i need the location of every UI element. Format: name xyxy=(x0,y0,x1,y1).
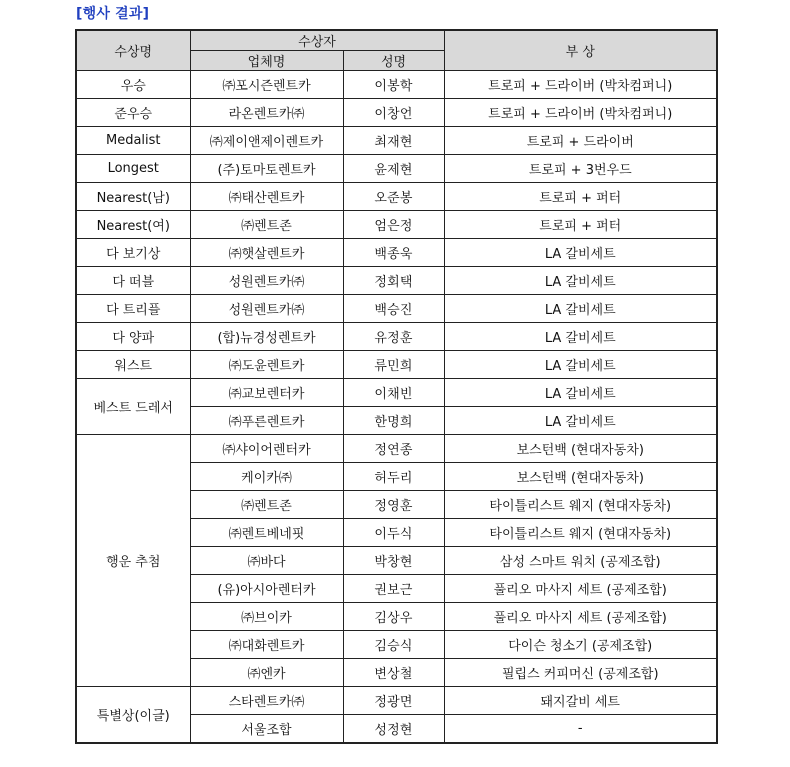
company-cell: ㈜태산렌트카 xyxy=(190,183,343,211)
award-cell: Nearest(여) xyxy=(76,211,190,239)
company-cell: 성원렌트카㈜ xyxy=(190,267,343,295)
prize-cell: - xyxy=(444,715,717,744)
results-table xyxy=(75,29,718,744)
award-cell: 준우승 xyxy=(76,99,190,127)
name-cell: 백종욱 xyxy=(343,239,444,267)
page-title: [행사 결과] xyxy=(76,6,150,22)
prize-cell: 필립스 커피머신 (공제조합) xyxy=(444,659,717,687)
company-cell: ㈜렌트베네핏 xyxy=(190,519,343,547)
name-cell: 권보근 xyxy=(343,575,444,603)
prize-cell: 돼지갈비 세트 xyxy=(444,687,717,715)
company-cell: ㈜대화렌트카 xyxy=(190,631,343,659)
company-cell: ㈜제이앤제이렌트카 xyxy=(190,127,343,155)
award-cell: 특별상(이글) xyxy=(76,687,190,744)
award-cell: 행운 추첨 xyxy=(76,435,190,687)
table-row xyxy=(76,267,717,295)
name-cell: 박창현 xyxy=(343,547,444,575)
name-cell: 이봉학 xyxy=(343,71,444,99)
header-prize: 부 상 xyxy=(444,30,717,71)
name-cell: 류민희 xyxy=(343,351,444,379)
table-row xyxy=(76,99,717,127)
award-cell: 우승 xyxy=(76,71,190,99)
company-cell: ㈜브이카 xyxy=(190,603,343,631)
prize-cell: 트로피 + 퍼터 xyxy=(444,211,717,239)
name-cell: 최재현 xyxy=(343,127,444,155)
company-cell: 성원렌트카㈜ xyxy=(190,295,343,323)
prize-cell: 풀리오 마사지 세트 (공제조합) xyxy=(444,603,717,631)
name-cell: 백승진 xyxy=(343,295,444,323)
table-header xyxy=(76,30,717,71)
prize-cell: LA 갈비세트 xyxy=(444,267,717,295)
name-cell: 윤제현 xyxy=(343,155,444,183)
company-cell: ㈜도윤렌트카 xyxy=(190,351,343,379)
table-row xyxy=(76,183,717,211)
prize-cell: 다이슨 청소기 (공제조합) xyxy=(444,631,717,659)
name-cell: 정회택 xyxy=(343,267,444,295)
prize-cell: 트로피 + 3번우드 xyxy=(444,155,717,183)
table-row xyxy=(76,239,717,267)
prize-cell: 트로피 + 퍼터 xyxy=(444,183,717,211)
name-cell: 김승식 xyxy=(343,631,444,659)
company-cell: ㈜교보렌터카 xyxy=(190,379,343,407)
company-cell: ㈜바다 xyxy=(190,547,343,575)
prize-cell: 보스턴백 (현대자동차) xyxy=(444,435,717,463)
prize-cell: 타이틀리스트 웨지 (현대자동차) xyxy=(444,519,717,547)
company-cell: ㈜렌트존 xyxy=(190,211,343,239)
name-cell: 이채빈 xyxy=(343,379,444,407)
company-cell: 스타렌트카㈜ xyxy=(190,687,343,715)
award-cell: Longest xyxy=(76,155,190,183)
prize-cell: LA 갈비세트 xyxy=(444,295,717,323)
award-cell: 다 보기상 xyxy=(76,239,190,267)
table-row xyxy=(76,435,717,463)
table-body xyxy=(76,71,717,744)
award-cell: 다 트리플 xyxy=(76,295,190,323)
award-cell: Medalist xyxy=(76,127,190,155)
company-cell: ㈜푸른렌트카 xyxy=(190,407,343,435)
prize-cell: 트로피 + 드라이버 (박차컴퍼니) xyxy=(444,99,717,127)
company-cell: (주)토마토렌트카 xyxy=(190,155,343,183)
name-cell: 김상우 xyxy=(343,603,444,631)
prize-cell: LA 갈비세트 xyxy=(444,239,717,267)
award-cell: 베스트 드레서 xyxy=(76,379,190,435)
table-row xyxy=(76,71,717,99)
prize-cell: 풀리오 마사지 세트 (공제조합) xyxy=(444,575,717,603)
name-cell: 이두식 xyxy=(343,519,444,547)
table-row xyxy=(76,379,717,407)
company-cell: 케이카㈜ xyxy=(190,463,343,491)
header-winner: 수상자 xyxy=(190,30,444,51)
table-row xyxy=(76,211,717,239)
award-cell: Nearest(남) xyxy=(76,183,190,211)
company-cell: ㈜렌트존 xyxy=(190,491,343,519)
award-cell: 다 양파 xyxy=(76,323,190,351)
table-row xyxy=(76,155,717,183)
name-cell: 정영훈 xyxy=(343,491,444,519)
name-cell: 정연종 xyxy=(343,435,444,463)
prize-cell: 보스턴백 (현대자동차) xyxy=(444,463,717,491)
table-row xyxy=(76,687,717,715)
company-cell: ㈜포시즌렌트카 xyxy=(190,71,343,99)
name-cell: 성정현 xyxy=(343,715,444,744)
name-cell: 변상철 xyxy=(343,659,444,687)
prize-cell: 삼성 스마트 워치 (공제조합) xyxy=(444,547,717,575)
name-cell: 이창언 xyxy=(343,99,444,127)
prize-cell: LA 갈비세트 xyxy=(444,407,717,435)
prize-cell: LA 갈비세트 xyxy=(444,379,717,407)
company-cell: 서울조합 xyxy=(190,715,343,744)
company-cell: (합)뉴경성렌트카 xyxy=(190,323,343,351)
award-cell: 다 떠블 xyxy=(76,267,190,295)
name-cell: 허두리 xyxy=(343,463,444,491)
header-name: 성명 xyxy=(343,51,444,71)
header-award: 수상명 xyxy=(76,30,190,71)
name-cell: 정광면 xyxy=(343,687,444,715)
name-cell: 오준봉 xyxy=(343,183,444,211)
prize-cell: 트로피 + 드라이버 (박차컴퍼니) xyxy=(444,71,717,99)
company-cell: ㈜햇살렌트카 xyxy=(190,239,343,267)
name-cell: 유정훈 xyxy=(343,323,444,351)
name-cell: 한명희 xyxy=(343,407,444,435)
table-row xyxy=(76,127,717,155)
company-cell: ㈜엔카 xyxy=(190,659,343,687)
prize-cell: LA 갈비세트 xyxy=(444,323,717,351)
company-cell: 라온렌트카㈜ xyxy=(190,99,343,127)
prize-cell: LA 갈비세트 xyxy=(444,351,717,379)
table-row xyxy=(76,323,717,351)
table-row xyxy=(76,295,717,323)
prize-cell: 타이틀리스트 웨지 (현대자동차) xyxy=(444,491,717,519)
company-cell: (유)아시아렌터카 xyxy=(190,575,343,603)
award-cell: 워스트 xyxy=(76,351,190,379)
name-cell: 엄은정 xyxy=(343,211,444,239)
company-cell: ㈜샤이어렌터카 xyxy=(190,435,343,463)
table-row xyxy=(76,351,717,379)
header-company: 업체명 xyxy=(190,51,343,71)
prize-cell: 트로피 + 드라이버 xyxy=(444,127,717,155)
